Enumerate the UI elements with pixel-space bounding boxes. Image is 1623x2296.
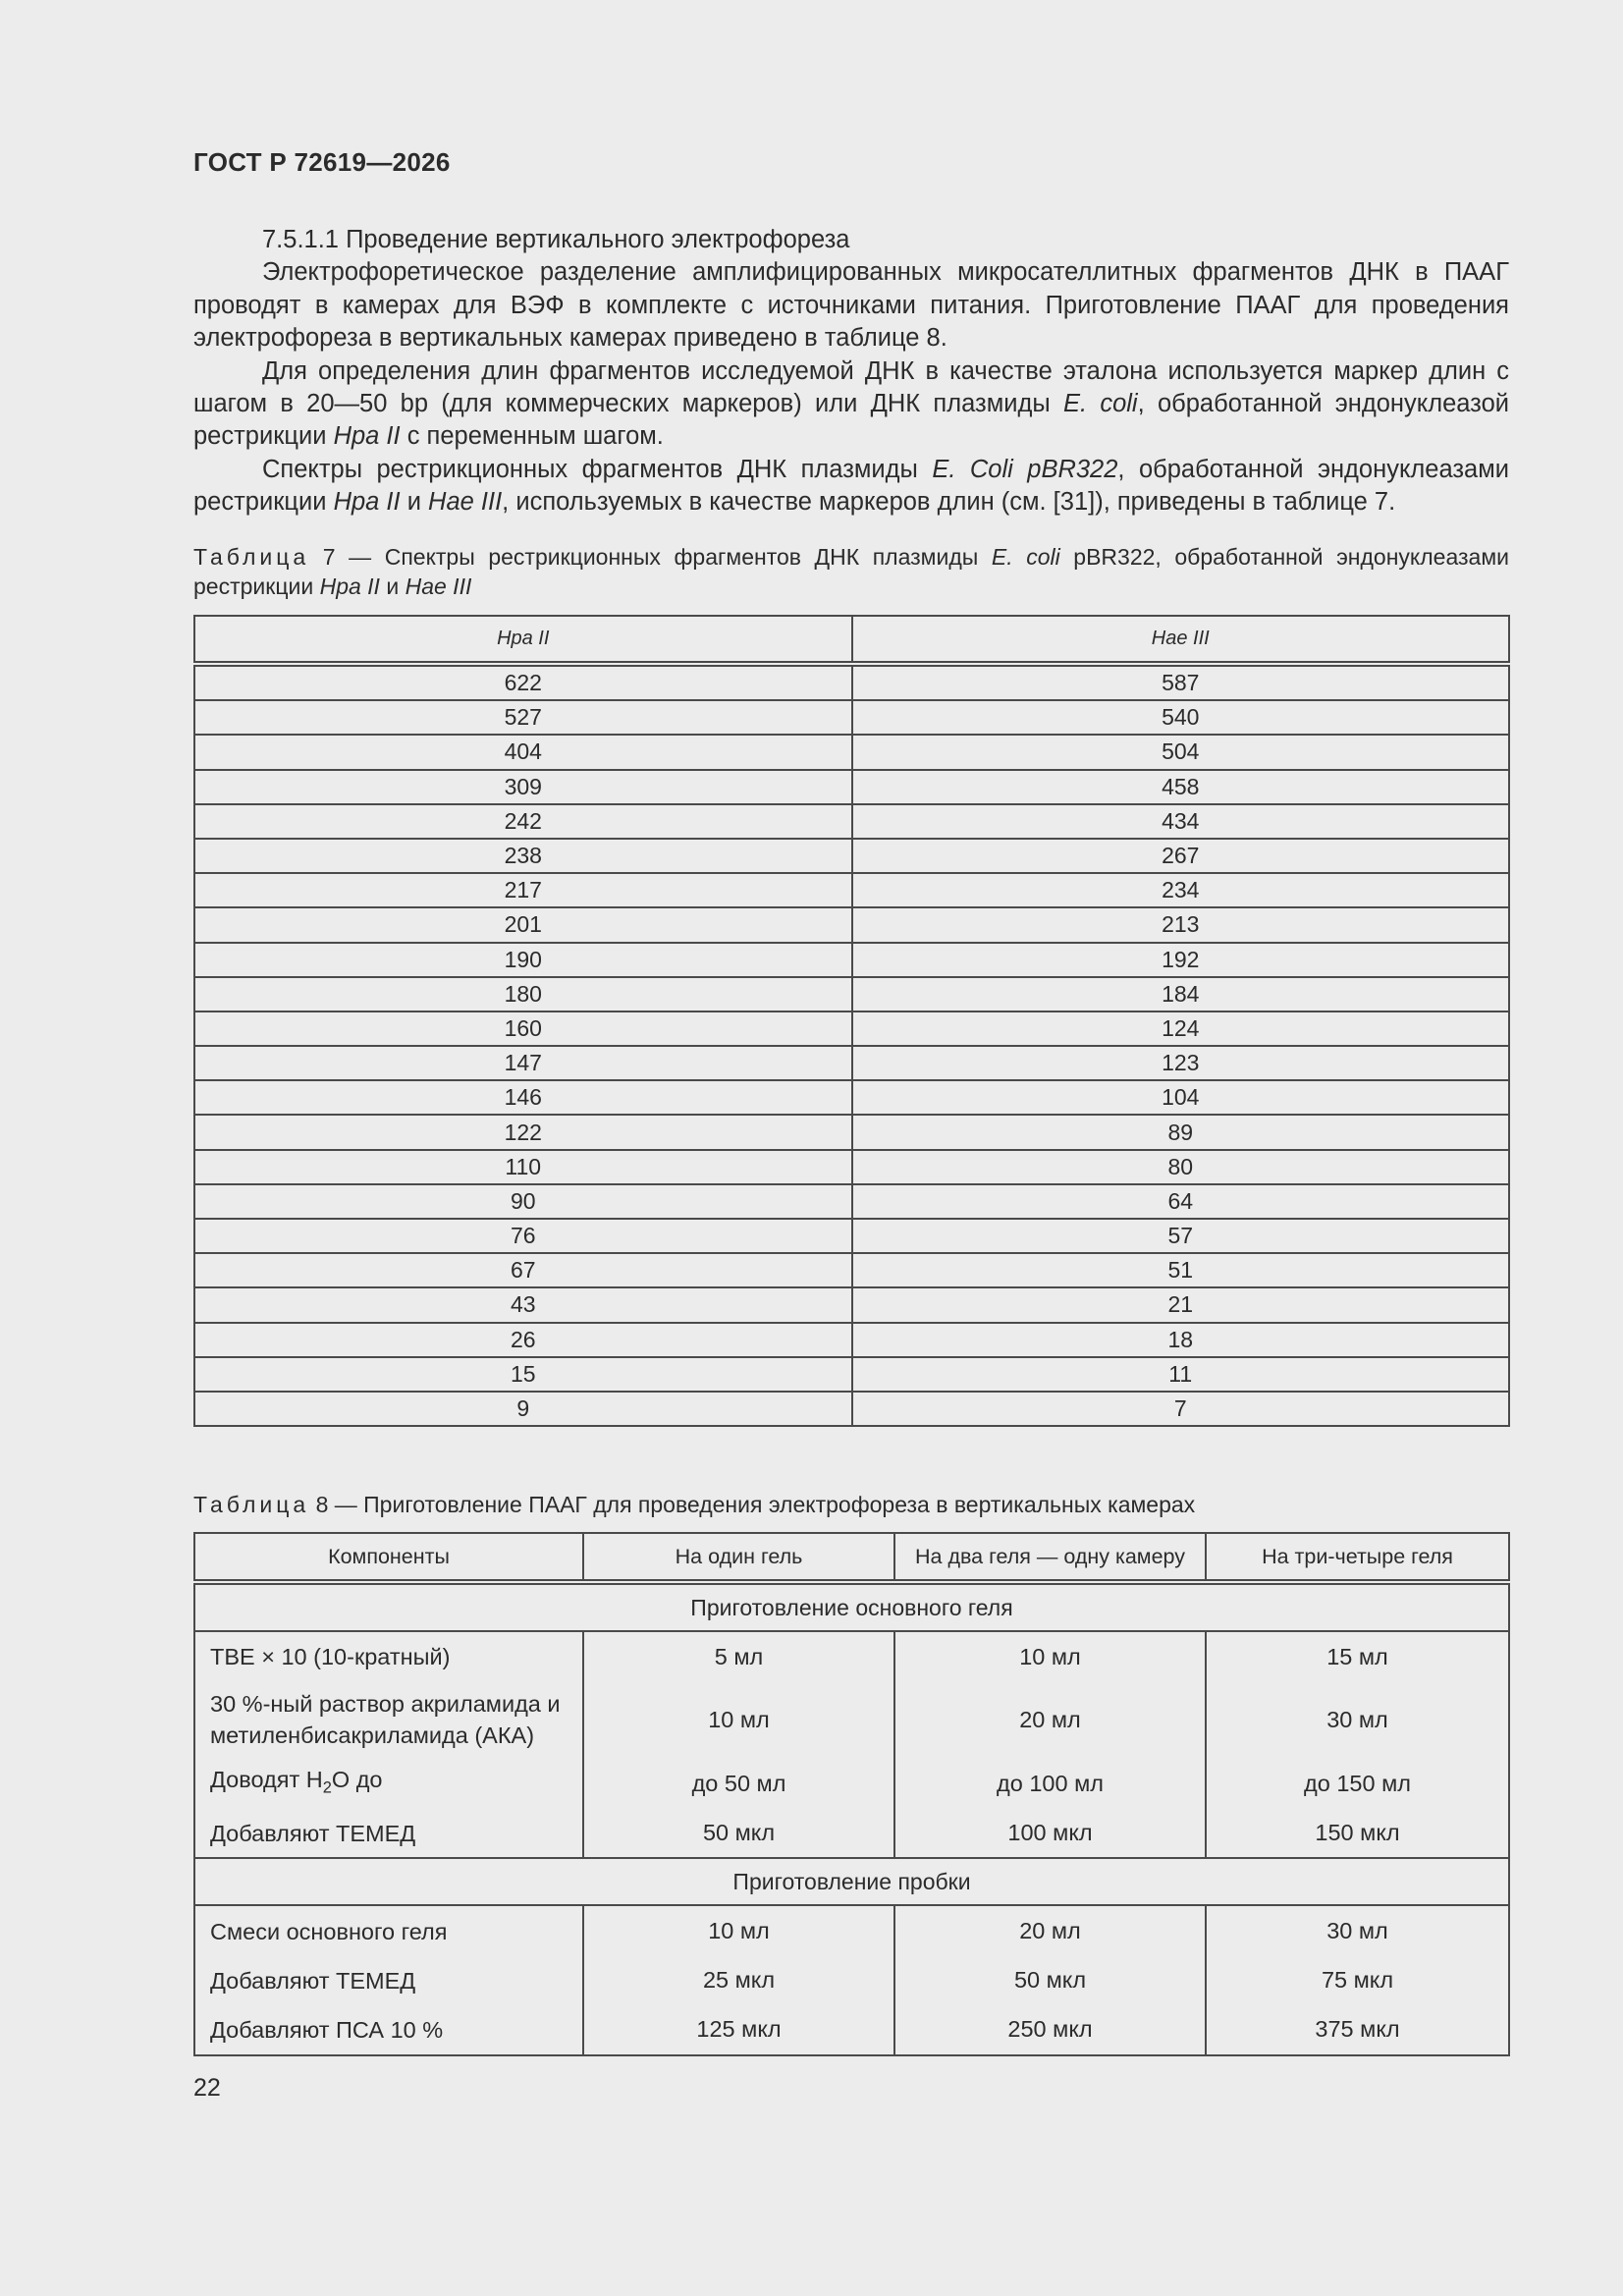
hpa-value-cell: 146 <box>194 1080 852 1115</box>
hpa-value-cell: 201 <box>194 907 852 942</box>
table-row: Доводят $H_2O$ до до 50 мл до 100 мл до 150 мл <box>194 1758 1509 1809</box>
paragraph-2: Для определения длин фрагментов исследуемой ДНК в качестве эталона используется маркер длин с шагом в 20—50 bp (для коммерческих маркеров) или ДНК плазмиды E. coli, обработанной эндонуклеазой рестрикции Hpa II с переменным шагом. <box>193 356 1509 451</box>
hae-value-cell: 540 <box>852 700 1510 735</box>
hpa-value-cell: 110 <box>194 1150 852 1184</box>
table-row <box>194 1392 1509 1426</box>
hpa-value-cell: 147 <box>194 1046 852 1080</box>
hae-value-cell: 192 <box>852 943 1510 977</box>
hae-value-cell: 64 <box>852 1184 1510 1219</box>
table-row: Добавляют ПСА 10 % 125 мкл 250 мкл 375 мкл <box>194 2004 1509 2055</box>
hpa-value-cell: 15 <box>194 1357 852 1392</box>
table8-section-plug: Приготовление пробки <box>194 1858 1509 1905</box>
table-row <box>194 664 1509 700</box>
table-row <box>194 1011 1509 1046</box>
hpa-value-cell: 122 <box>194 1115 852 1149</box>
table-row: Смеси основного геля 10 мл 20 мл 30 мл <box>194 1905 1509 1956</box>
table-row <box>194 1080 1509 1115</box>
table8-header-two-gels: На два геля — одну камеру <box>894 1533 1206 1582</box>
hpa-value-cell: 160 <box>194 1011 852 1046</box>
table-row: Добавляют ТЕМЕД 25 мкл 50 мкл 75 мкл <box>194 1956 1509 2004</box>
table-row: Добавляют ТЕМЕД 50 мкл 100 мкл 150 мкл <box>194 1809 1509 1858</box>
table8 <box>193 1532 1510 2056</box>
hae-value-cell: 124 <box>852 1011 1510 1046</box>
table7-header-row <box>194 616 1509 664</box>
hae-value-cell: 267 <box>852 839 1510 873</box>
hpa-value-cell: 180 <box>194 977 852 1011</box>
hpa-value-cell: 76 <box>194 1219 852 1253</box>
section-body <box>193 224 1509 519</box>
table-row <box>194 1115 1509 1149</box>
section-heading: 7.5.1.1 Проведение вертикального электрофореза <box>262 226 850 253</box>
table8-header-three-four-gels: На три-четыре геля <box>1206 1533 1509 1582</box>
hpa-value-cell: 67 <box>194 1253 852 1287</box>
table-row: TBE × 10 (10-кратный) 5 мл 10 мл 15 мл <box>194 1631 1509 1681</box>
table-row <box>194 1287 1509 1322</box>
table-row <box>194 804 1509 839</box>
hpa-value-cell: 26 <box>194 1323 852 1357</box>
table7-header-hae: Hae III <box>852 616 1510 664</box>
table7-caption: Таблица 7 — Спектры рестрикционных фрагментов ДНК плазмиды E. coli pBR322, обработанной эндонуклеазами рестрикции Hpa II и Hae III <box>193 544 1509 599</box>
table8-header-row <box>194 1533 1509 1582</box>
hae-value-cell: 504 <box>852 735 1510 769</box>
hae-value-cell: 11 <box>852 1357 1510 1392</box>
table-row <box>194 873 1509 907</box>
table7-header-hpa: Hpa II <box>194 616 852 664</box>
table7 <box>193 615 1510 1427</box>
page-number: 22 <box>193 2074 221 2102</box>
hpa-value-cell: 622 <box>194 664 852 700</box>
table-row <box>194 1323 1509 1357</box>
paragraph-3: Спектры рестрикционных фрагментов ДНК плазмиды E. Coli pBR322, обработанной эндонуклеазами рестрикции Hpa II и Hae III, используемых в качестве маркеров длин (см. [31]), приведены в таблице 7. <box>193 455 1509 517</box>
hae-value-cell: 104 <box>852 1080 1510 1115</box>
hpa-value-cell: 238 <box>194 839 852 873</box>
table7-body <box>194 664 1509 1426</box>
hae-value-cell: 434 <box>852 804 1510 839</box>
hpa-value-cell: 527 <box>194 700 852 735</box>
table-row <box>194 1357 1509 1392</box>
table-row <box>194 735 1509 769</box>
hpa-value-cell: 242 <box>194 804 852 839</box>
hae-value-cell: 184 <box>852 977 1510 1011</box>
hae-value-cell: 18 <box>852 1323 1510 1357</box>
table-row <box>194 907 1509 942</box>
table-row <box>194 1184 1509 1219</box>
hae-value-cell: 51 <box>852 1253 1510 1287</box>
table-row <box>194 770 1509 804</box>
hpa-value-cell: 217 <box>194 873 852 907</box>
hae-value-cell: 123 <box>852 1046 1510 1080</box>
hae-value-cell: 587 <box>852 664 1510 700</box>
table-row <box>194 943 1509 977</box>
hpa-value-cell: 9 <box>194 1392 852 1426</box>
hae-value-cell: 89 <box>852 1115 1510 1149</box>
table-row <box>194 1150 1509 1184</box>
paragraph-1: Электрофоретическое разделение амплифицированных микросателлитных фрагментов ДНК в ПААГ проводят в камерах для ВЭФ в комплекте с источниками питания. Приготовление ПААГ для проведения электрофореза в вертикальных камерах приведено в таблице 8. <box>193 258 1509 353</box>
hpa-value-cell: 43 <box>194 1287 852 1322</box>
table-row <box>194 700 1509 735</box>
hae-value-cell: 458 <box>852 770 1510 804</box>
table8-section-main-gel: Приготовление основного геля <box>194 1582 1509 1631</box>
hpa-value-cell: 190 <box>194 943 852 977</box>
hpa-value-cell: 90 <box>194 1184 852 1219</box>
hae-value-cell: 213 <box>852 907 1510 942</box>
water-cell: Доводят $H_2O$ до <box>194 1758 583 1809</box>
table8-header-one-gel: На один гель <box>583 1533 894 1582</box>
table-row: 30 %-ный раствор акриламида и метиленбисакриламида (АКА) 10 мл 20 мл 30 мл <box>194 1681 1509 1758</box>
hae-value-cell: 57 <box>852 1219 1510 1253</box>
document-header: ГОСТ Р 72619—2026 <box>193 147 451 177</box>
table8-header-components: Компоненты <box>194 1533 583 1582</box>
table-row <box>194 839 1509 873</box>
hpa-value-cell: 309 <box>194 770 852 804</box>
hae-value-cell: 234 <box>852 873 1510 907</box>
table-row <box>194 1046 1509 1080</box>
table8-caption: Таблица 8 — Приготовление ПААГ для проведения электрофореза в вертикальных камерах <box>193 1492 1196 1517</box>
hae-value-cell: 80 <box>852 1150 1510 1184</box>
hpa-value-cell: 404 <box>194 735 852 769</box>
table-row <box>194 1219 1509 1253</box>
table-row <box>194 1253 1509 1287</box>
hae-value-cell: 21 <box>852 1287 1510 1322</box>
table-row <box>194 977 1509 1011</box>
hae-value-cell: 7 <box>852 1392 1510 1426</box>
